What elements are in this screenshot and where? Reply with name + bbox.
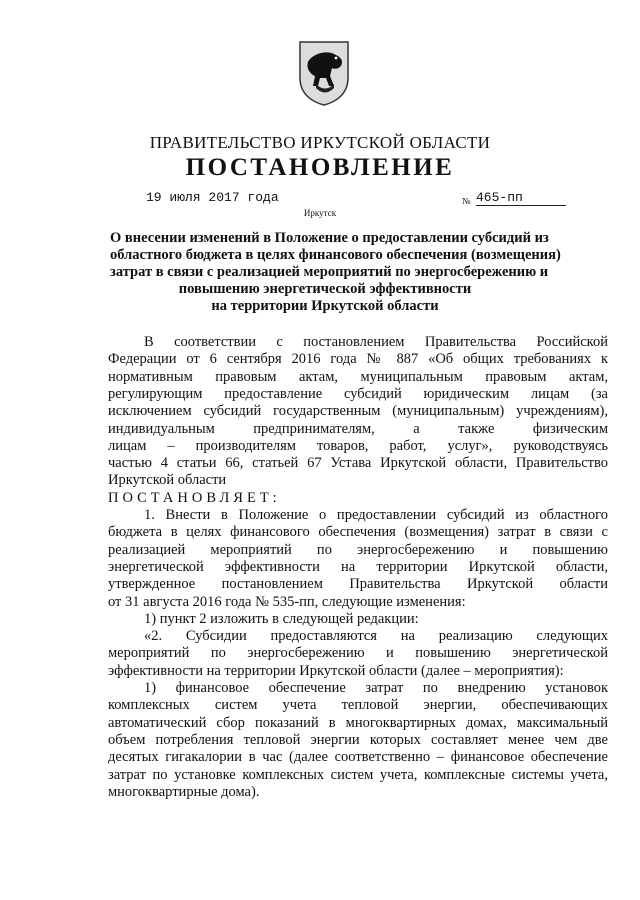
document-title <box>110 230 561 315</box>
title-line: затрат в связи с реализацией мероприятий по энергосбережению и <box>110 264 549 280</box>
body-line: бюджета в целях финансового обеспечения (возмещения) затрат в связи с <box>108 524 608 541</box>
body-line: ПОСТАНОВЛЯЕТ: <box>108 489 281 506</box>
body-line: В соответствии с постановлением Правительства Российской <box>144 334 608 350</box>
coat-of-arms-emblem <box>296 38 352 106</box>
body-line: 1) пункт 2 изложить в следующей редакции: <box>144 610 419 627</box>
body-line: объем потребления тепловой энергии которых составляет менее чем две <box>108 731 608 748</box>
body-line: Иркутской области <box>108 472 227 489</box>
body-line: «2. Субсидии предоставляются на реализацию следующих <box>144 628 608 645</box>
title-line: повышению энергетической эффективности <box>178 281 472 297</box>
document-date: 19 июля 2017 года <box>146 190 279 205</box>
title-line: О внесении изменений в Положение о предоставлении субсидий из <box>110 230 549 246</box>
body-line: реализацией мероприятий по энергосбережению и повышению <box>108 541 608 558</box>
body-line: частью 4 статьи 66, статьей 67 Устава Иркутской области, Правительство <box>108 455 608 472</box>
body-line: 1. Внести в Положение о предоставлении субсидий из областного <box>144 507 608 523</box>
body-line: многоквартирные дома). <box>108 783 260 800</box>
number-sign: № <box>462 196 471 206</box>
government-name: ПРАВИТЕЛЬСТВО ИРКУТСКОЙ ОБЛАСТИ <box>149 133 491 152</box>
body-line: исключением субсидий государственным (муниципальным) учреждениям), <box>108 403 608 420</box>
title-line: областного бюджета в целях финансового обеспечения (возмещения) <box>110 247 561 263</box>
body-line: энергетической эффективности на территории Иркутской области, <box>108 558 608 575</box>
body-line: комплексных систем учета тепловой энергии, обеспечивающих <box>108 697 608 714</box>
body-line: десятых гигакалории в час (далее соответственно – финансовое обеспечение <box>108 749 608 766</box>
body-line: утвержденное постановлением Правительства Иркутской области <box>108 576 608 593</box>
body-line: нормативным правовым актам, муниципальным правовым актам, <box>108 368 608 385</box>
city-name: Иркутск <box>303 208 337 218</box>
body-line: мероприятий по энергосбережению и повышению энергетической <box>108 645 608 662</box>
body-line: от 31 августа 2016 года № 535-пп, следующие изменения: <box>108 593 466 610</box>
body-line: 1) финансовое обеспечение затрат по внедрению установок <box>144 680 608 696</box>
body-line: индивидуальным предпринимателям, а также физическим <box>108 420 608 437</box>
title-line: на территории Иркутской области <box>211 298 439 314</box>
document-type-heading: ПОСТАНОВЛЕНИЕ <box>185 154 455 181</box>
body-line: автоматический сбор показаний в многоквартирных домах, максимальный <box>108 714 608 731</box>
body-line: лицам – производителям товаров, работ, услуг», руководствуясь <box>108 437 608 454</box>
body-line: эффективности на территории Иркутской области (далее – мероприятия): <box>108 662 564 679</box>
body-line: регулирующим предоставление субсидий юридическим лицам (за <box>108 385 608 402</box>
document-number: 465-пп <box>476 190 566 206</box>
body-line: Федерации от 6 сентября 2016 года № 887 «Об общих требованиях к <box>108 351 608 368</box>
body-line: затрат по установке комплексных систем учета, комплексные системы учета, <box>108 766 608 783</box>
